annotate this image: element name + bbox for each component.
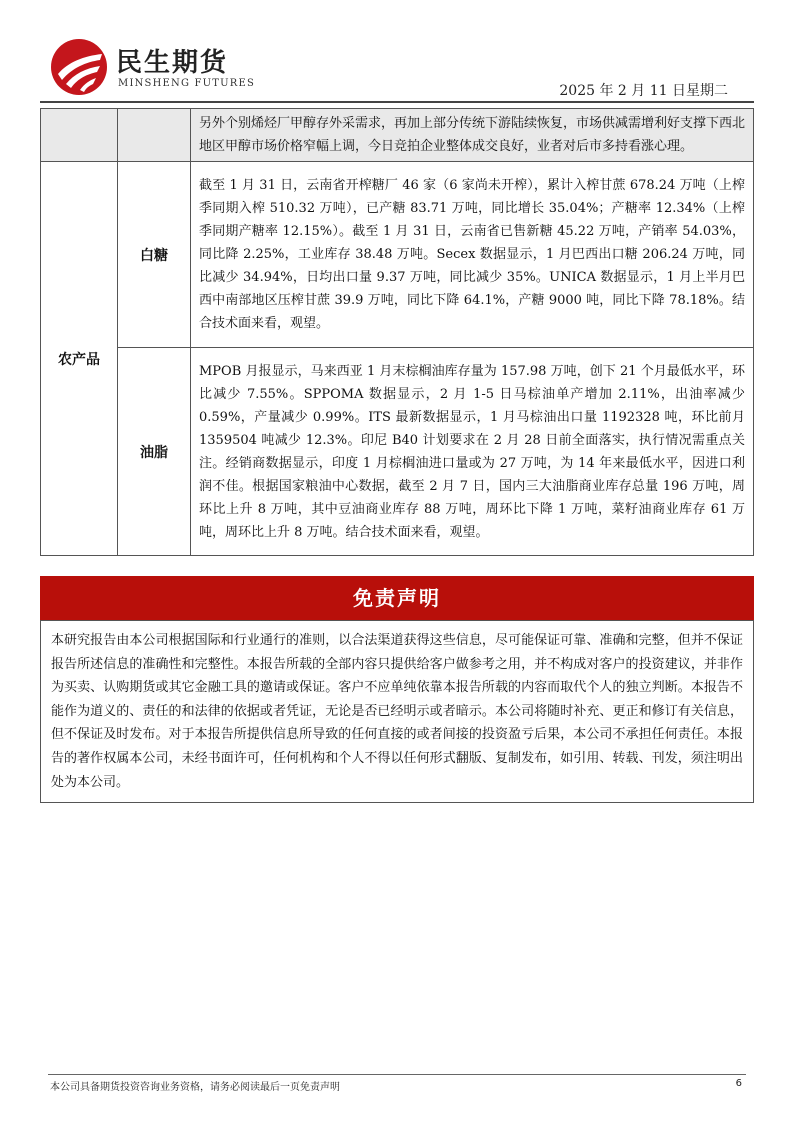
- footer-notice: 本公司具备期货投资咨询业务资格，请务必阅读最后一页免责声明: [50, 1082, 340, 1093]
- footer-divider: [48, 1074, 746, 1075]
- report-date: 2025 年 2 月 11 日星期二: [559, 83, 728, 99]
- subcategory-cell-empty: [118, 109, 191, 162]
- disclaimer-title: 免责声明: [40, 576, 754, 620]
- page-header: [40, 38, 754, 102]
- page-number: 6: [735, 1078, 742, 1089]
- category-cell-empty: [41, 109, 118, 162]
- table-row: [41, 109, 754, 162]
- brand-name-en: MINSHENG FUTURES: [118, 78, 256, 89]
- continued-analysis-text: 另外个别烯烃厂甲醇存外采需求，再加上部分传统下游陆续恢复，市场供减需增利好支撑下西北地区甲醇市场价格窄幅上调，今日竞拍企业整体成交良好，业者对后市多持看涨心理。: [191, 109, 754, 162]
- disclaimer-body: 本研究报告由本公司根据国际和行业通行的准则，以合法渠道获得这些信息，尽可能保证可靠、准确和完整，但并不保证报告所述信息的准确性和完整性。本报告所载的全部内容只提供给客户做参考之用，并不构成对客户的投资建议，并非作为买卖、认购期货或其它金融工具的邀请或保证。客户不应单纯依靠本报告所载的内容而取代个人的独立判断。本报告不能作为道义的、责任的和法律的依据或者凭证，无论是否已经明示或者暗示。本公司将随时补充、更正和修订有关信息，但不保证及时发布。对于本报告所提供信息所导致的任何直接的或者间接的投资盈亏后果，本公司不承担任何责任。本报告的著作权属本公司，未经书面许可，任何机构和个人不得以任何形式翻版、复制发布，如引用、转载、刊发，须注明出处为本公司。: [40, 620, 754, 803]
- subcategory-sugar: 白糖: [118, 162, 191, 348]
- oils-analysis-text: MPOB 月报显示，马来西亚 1 月末棕榈油库存量为 157.98 万吨，创下 21 个月最低水平，环比减少 7.55%。SPPOMA 数据显示，2 月 1-5 日马棕油单产增加 2.11%，出油率减少 0.59%，产量减少 0.99%。ITS 最新数据显示，1 月马棕油出口量 1192328 吨，环比前月 1359504 吨减少 12.3%。印尼 B40 计划要求在 2 月 28 日前全面落实，执行情况需重点关注。经销商数据显示，印度 1 月棕榈油进口量或为 27 万吨，为 14 年来最低水平，因进口利润不佳。根据国家粮油中心数据，截至 2 月 7 日，国内三大油脂商业库存总量 196 万吨，周环比上升 8 万吨，其中豆油商业库存 88 万吨，周环比下降 1 万吨，菜籽油商业库存 61 万吨，周环比上升 8 万吨。结合技术面来看，观望。: [191, 348, 754, 556]
- category-agriculture: 农产品: [41, 162, 118, 556]
- brand-name-cn: 民生期货: [116, 48, 229, 78]
- sugar-analysis-text: 截至 1 月 31 日，云南省开榨糖厂 46 家（6 家尚未开榨），累计入榨甘蔗 678.24 万吨（上榨季同期入榨 510.32 万吨），已产糖 83.71 万吨，同比增长 35.04%；产糖率 12.34%（上榨季同期产糖率 12.15%）。截至 1 月 31 日，云南省已售新糖 45.22 万吨，产销率 54.03%，同比降 2.25%，工业库存 38.48 万吨。Secex 数据显示，1 月巴西出口糖 206.24 万吨，同比减少 34.94%，日均出口量 9.37 万吨，同比减少 35%。UNICA 数据显示，1 月上半月巴西中南部地区压榨甘蔗 39.9 万吨，同比下降 64.1%，产糖 9000 吨，同比下降 78.18%。结合技术面来看，观望。: [191, 162, 754, 348]
- header-divider: [40, 101, 754, 103]
- table-row: [41, 348, 754, 556]
- table-row: [41, 162, 754, 348]
- commodity-table: [40, 108, 754, 556]
- subcategory-oils: 油脂: [118, 348, 191, 556]
- minsheng-logo-icon: [50, 38, 108, 96]
